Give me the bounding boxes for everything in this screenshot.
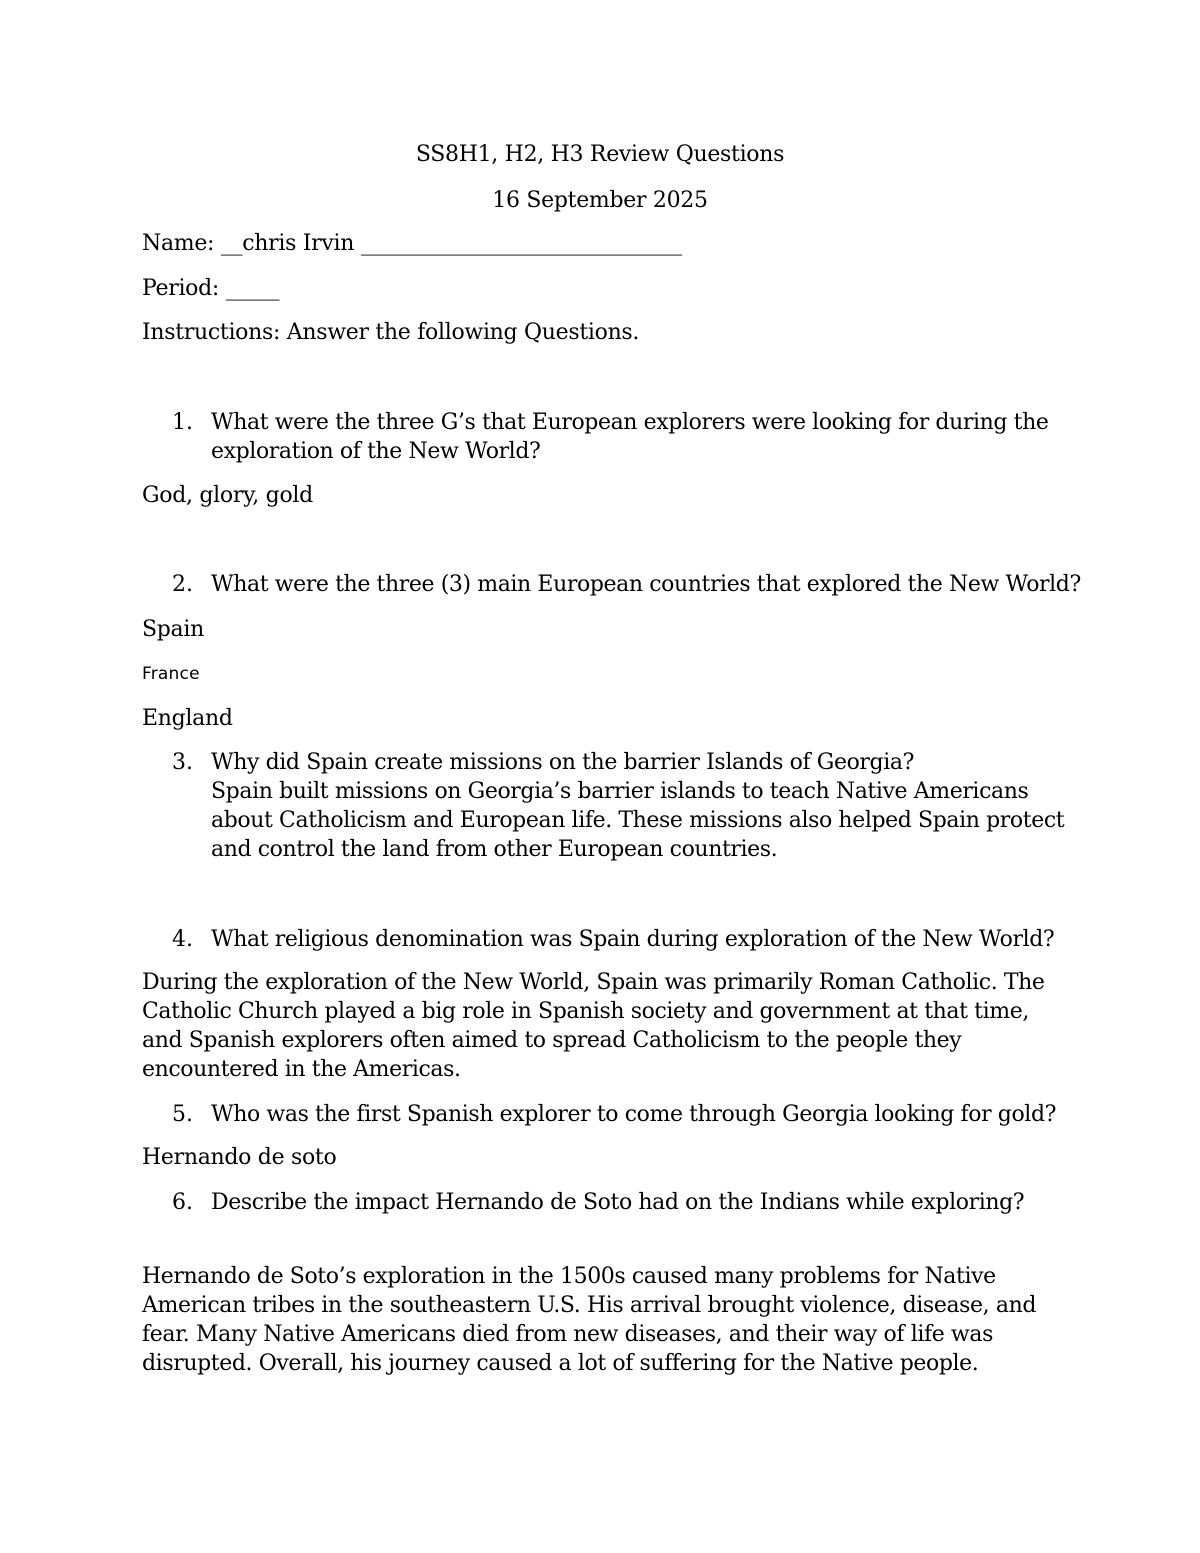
question-4-text: What religious denomination was Spain during exploration of the New World? bbox=[211, 927, 1055, 952]
document-date: 16 September 2025 bbox=[492, 188, 708, 213]
question-3-number: 3. bbox=[172, 750, 193, 775]
question-5-number: 5. bbox=[172, 1102, 193, 1127]
answer-3: Spain built missions on Georgia’s barrier islands to teach Native Americans about Catholicism and European life. These missions also helped Spain protect and control the land from other European countries. bbox=[211, 779, 1065, 862]
answer-5: Hernando de soto bbox=[142, 1145, 337, 1170]
answer-2-france: France bbox=[142, 664, 200, 684]
question-6-number: 6. bbox=[172, 1190, 193, 1215]
question-2-number: 2. bbox=[172, 572, 193, 597]
question-1-number: 1. bbox=[172, 410, 193, 435]
answer-2-spain: Spain bbox=[142, 617, 204, 642]
question-2-text: What were the three (3) main European countries that explored the New World? bbox=[211, 572, 1081, 597]
answer-6: Hernando de Soto’s exploration in the 1500s caused many problems for Native American tribes in the southeastern U.S. His arrival brought violence, disease, and fear. Many Native Americans died from new diseases, and their way of life was disrupted. Overall, his journey caused a lot of suffering for the Native people. bbox=[142, 1264, 1037, 1376]
question-1-text: What were the three G’s that European explorers were looking for during the exploration of the New World? bbox=[211, 410, 1049, 464]
document-title: SS8H1, H2, H3 Review Questions bbox=[415, 142, 785, 167]
question-5-text: Who was the first Spanish explorer to come through Georgia looking for gold? bbox=[211, 1102, 1057, 1127]
name-line: Name: __chris Irvin ______________________________ bbox=[142, 231, 682, 256]
answer-4: During the exploration of the New World, Spain was primarily Roman Catholic. The Catholic Church played a big role in Spanish society and government at that time, and Spanish explorers often aimed to spread Catholicism to the people they encountered in the Americas. bbox=[142, 970, 1045, 1082]
answer-2-england: England bbox=[142, 706, 233, 731]
question-4-number: 4. bbox=[172, 927, 193, 952]
question-3-text: Why did Spain create missions on the barrier Islands of Georgia? bbox=[211, 750, 914, 775]
instructions: Instructions: Answer the following Questions. bbox=[142, 320, 640, 345]
period-line: Period: _____ bbox=[142, 276, 280, 301]
answer-1: God, glory, gold bbox=[142, 483, 313, 508]
question-6-text: Describe the impact Hernando de Soto had on the Indians while exploring? bbox=[211, 1190, 1025, 1215]
